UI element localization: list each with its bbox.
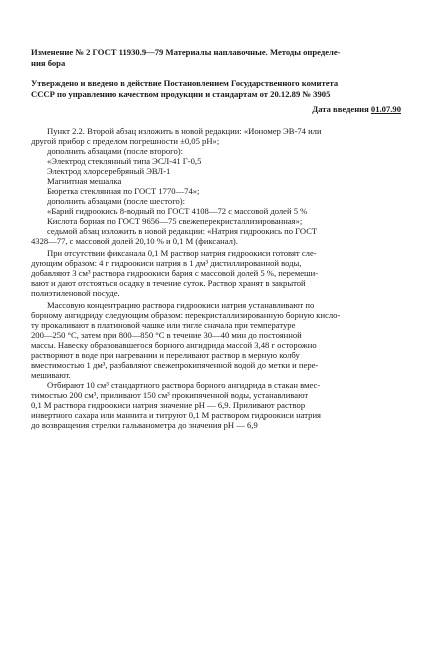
- body-line: Пункт 2.2. Второй абзац изложить в новой редакции: «Иономер ЭВ-74 или: [47, 126, 322, 136]
- body-line: дополнить абзацами (после второго):: [47, 146, 184, 156]
- body-line: Отбирают 10 см³ стандартного раствора борного ангидрида в стакан вмес-: [47, 380, 321, 390]
- body-line: полиэтиленовой посуде.: [31, 288, 120, 298]
- body-line: 4328—77, с массовой долей 20,10 % и 0,1 М (фиксанал).: [31, 236, 238, 246]
- body-line: «Барий гидроокись 8-водный по ГОСТ 4108—72 с массовой долей 5 %: [47, 206, 308, 216]
- body-line: Бюретка стеклянная по ГОСТ 1770—74»;: [47, 186, 200, 196]
- body-line: Массовую концентрацию раствора гидроокиси натрия устанавливают по: [47, 300, 315, 310]
- effective-date: [31, 104, 401, 114]
- body-line: борному ангидриду следующим образом: перекристаллизированную борную кисло-: [31, 310, 341, 320]
- body-line: 0,1 М раствора гидроокиси натрия значение pH — 6,9. Приливают раствор: [31, 400, 306, 410]
- approved-line-2: СССР по управлению качеством продукции и стандартам от 20.12.89 № 3905: [31, 89, 331, 99]
- date-value: 01.07.90: [370, 104, 401, 114]
- body-line: 200—250 °С, затем при 800—850 °С в течение 30—40 мин до постоянной: [31, 330, 302, 340]
- body-line: тимостью 200 см³, приливают 150 см³ прокипяченной воды, устанавливают: [31, 390, 309, 400]
- body-line: Электрод хлорсеребряный ЭВЛ-1: [47, 166, 171, 176]
- body-line: инвертного сахара или маннита и титруют 0,1 М раствором гидроокиси натрия: [31, 410, 322, 420]
- body-line: вают и дают отстояться осадку в течение суток. Раствор хранят в закрытой: [31, 278, 306, 288]
- body-line: ту прокаливают в платиновой чашке или тигле сначала при температуре: [31, 320, 296, 330]
- body-line: Магнитная мешалка: [47, 176, 122, 186]
- body-line: дующим образом: 4 г гидроокиси натрия в 1 дм³ дистиллированной воды,: [31, 258, 302, 268]
- approved-line-1: Утверждено и введено в действие Постановлением Государственного комитета: [31, 78, 339, 88]
- body-line: мешивают.: [31, 370, 71, 380]
- body-line: «Электрод стеклянный типа ЭСЛ-41 Г-0,5: [47, 156, 202, 166]
- date-label: Дата введения: [312, 104, 369, 114]
- body-line: Кислота борная по ГОСТ 9656—75 свежеперекристаллизированная»;: [47, 216, 303, 226]
- body-line: до возвращения стрелки гальванометра до значения pH — 6,9: [31, 420, 258, 430]
- body-line: При отсутствии фиксанала 0,1 М раствор натрия гидроокиси готовят сле-: [47, 248, 317, 258]
- body-line: седьмой абзац изложить в новой редакции: «Натрия гидроокись по ГОСТ: [47, 226, 318, 236]
- body-line: добавляют 3 см³ раствора гидроокиси бария с массовой долей 5 %, перемеши-: [31, 268, 319, 278]
- body-line: дополнить абзацами (после шестого):: [47, 196, 186, 206]
- header-line-2: ния бора: [31, 58, 66, 68]
- body-line: другой прибор с пределом погрешности ±0,05 pH»;: [31, 136, 220, 146]
- body-line: растворяют в воде при нагревании и переливают раствор в мерную колбу: [31, 350, 300, 360]
- body-line: массы. Навеску образовавшегося борного ангидрида массой 3,48 г осторожно: [31, 340, 317, 350]
- header-line-1: Изменение № 2 ГОСТ 11930.9—79 Материалы наплавочные. Методы определе-: [31, 47, 341, 57]
- body-line: вместимостью 1 дм³, разбавляют свежепрокипяченной водой до метки и пере-: [31, 360, 319, 370]
